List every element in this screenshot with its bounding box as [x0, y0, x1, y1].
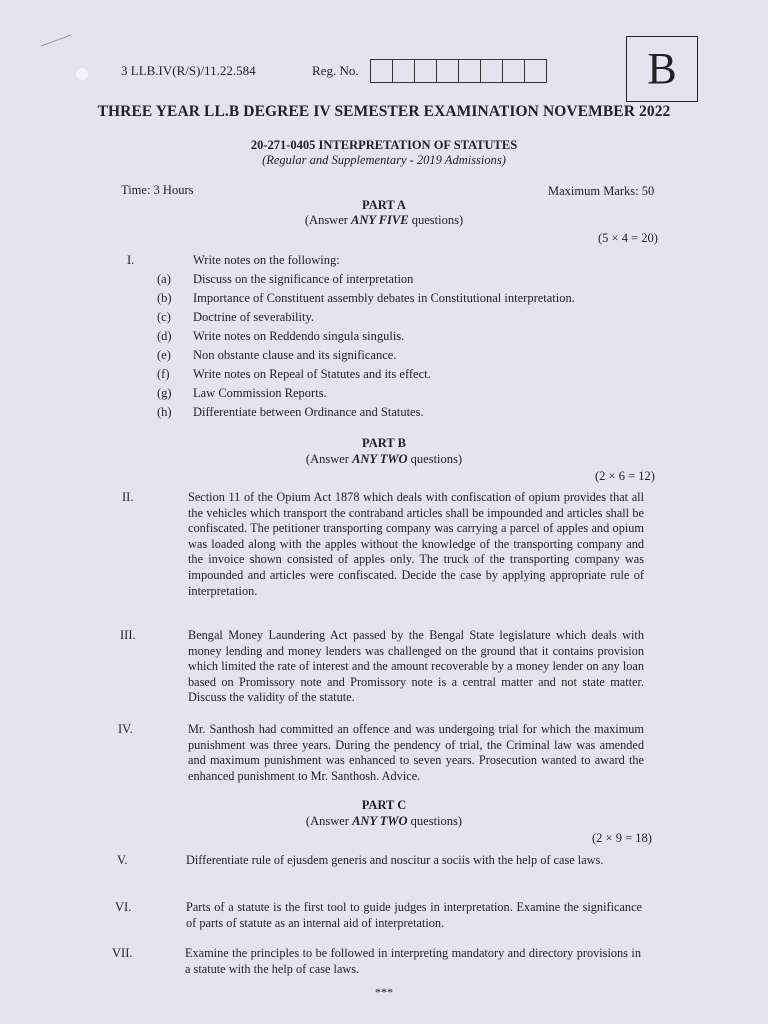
sub-question-text: Non obstante clause and its significance. — [193, 348, 397, 362]
question-text: Mr. Santhosh had committed an offence and was undergoing trial for which the maximum punishment was three years. During the pendency of trial, the Criminal law was amended and maximum punishment was enhanced to seven years. Prosecution wanted to award the enhanced punishment to Mr. Santhosh. Advice. — [188, 722, 644, 783]
sub-question-label: (e) — [157, 348, 171, 362]
sub-question-text: Discuss on the significance of interpretation — [193, 272, 414, 286]
sub-question-label: (d) — [157, 329, 172, 343]
question-text: Bengal Money Laundering Act passed by the Bengal State legislature which deals with money lending and money lenders was challenged on the ground that it contains provision which limited the rate of interest and the amount recoverable by a money lender on any loan based on Promissory note and Promissory note is a central matter and not state matter. Discuss the validity of the statute. — [188, 628, 644, 705]
reg-box — [371, 60, 393, 82]
reg-no-boxes — [370, 59, 547, 83]
question-text: Differentiate rule of ejusdem generis and noscitur a sociis with the help of case laws. — [186, 853, 604, 867]
sub-question-label: (f) — [157, 367, 170, 381]
sub-question-label: (g) — [157, 386, 172, 400]
question-number: III. — [120, 628, 136, 642]
question-number: II. — [122, 490, 134, 504]
reg-box — [459, 60, 481, 82]
exam-time: Time: 3 Hours — [121, 183, 194, 197]
question-number: VI. — [115, 900, 132, 914]
sub-question-text: Write notes on Reddendo singula singulis. — [193, 329, 405, 343]
part-b-marks: (2 × 6 = 12) — [595, 469, 655, 483]
question-number: V. — [117, 853, 128, 867]
exam-title: THREE YEAR LL.B DEGREE IV SEMESTER EXAMINATION NOVEMBER 2022 — [97, 103, 671, 120]
question-text: Examine the principles to be followed in interpreting mandatory and directory provisions in a statute with the help of case laws. — [185, 946, 641, 976]
reg-box — [503, 60, 525, 82]
sub-question-label: (b) — [157, 291, 172, 305]
part-c-instruction: (Answer ANY TWO questions) — [305, 814, 463, 828]
sub-question-text: Write notes on Repeal of Statutes and its effect. — [193, 367, 431, 381]
max-marks: Maximum Marks: 50 — [548, 184, 655, 198]
part-a-title: PART A — [362, 198, 406, 212]
part-a-instruction: (Answer ANY FIVE questions) — [304, 213, 464, 227]
sub-question-text: Doctrine of severability. — [193, 310, 315, 324]
part-c-title: PART C — [361, 798, 407, 812]
subject-title: 20-271-0405 INTERPRETATION OF STATUTES — [250, 138, 518, 152]
paper-code: 3 LLB.IV(R/S)/11.22.584 — [121, 63, 256, 78]
part-c-marks: (2 × 9 = 18) — [592, 831, 652, 845]
reg-box — [525, 60, 546, 82]
part-a-marks: (5 × 4 = 20) — [598, 231, 658, 245]
hole-punch-mark — [76, 68, 88, 80]
part-b-title: PART B — [362, 436, 406, 450]
question-text: Write notes on the following: — [193, 253, 340, 267]
part-b-instruction: (Answer ANY TWO questions) — [305, 452, 463, 466]
sub-question-text: Importance of Constituent assembly debates in Constitutional interpretation. — [193, 291, 575, 305]
sub-question-text: Differentiate between Ordinance and Statutes. — [193, 405, 424, 419]
question-number: I. — [127, 253, 135, 267]
sub-question-label: (h) — [157, 405, 172, 419]
sub-question-label: (a) — [157, 272, 171, 286]
question-set-letter: B — [626, 36, 698, 102]
reg-box — [393, 60, 415, 82]
pencil-mark — [41, 35, 71, 47]
reg-no-label: Reg. No. — [312, 63, 359, 78]
question-number: IV. — [118, 722, 133, 736]
sub-question-label: (c) — [157, 310, 171, 324]
question-text: Section 11 of the Opium Act 1878 which deals with confiscation of opium provides that all the vehicles which transport the contraband articles shall be impounded and articles shall be confiscated. The petitioner transporting company was carrying a parcel of apples and opium was loaded along with the apples without the knowledge of the transporting company and the invoice shown consisted of apples only. The truck of the transporting company was impounded and articles were confiscated. Decide the case by applying appropriate rule of interpretation. — [188, 490, 644, 598]
sub-question-text: Law Commission Reports. — [193, 386, 327, 400]
reg-box — [415, 60, 437, 82]
end-of-paper-mark: *** — [375, 985, 393, 999]
question-text: Parts of a statute is the first tool to guide judges in interpretation. Examine the significance of parts of statute as an internal aid of interpretation. — [186, 900, 642, 930]
reg-box — [481, 60, 503, 82]
question-number: VII. — [112, 946, 133, 960]
reg-box — [437, 60, 459, 82]
admission-note: (Regular and Supplementary - 2019 Admissions) — [262, 153, 506, 167]
